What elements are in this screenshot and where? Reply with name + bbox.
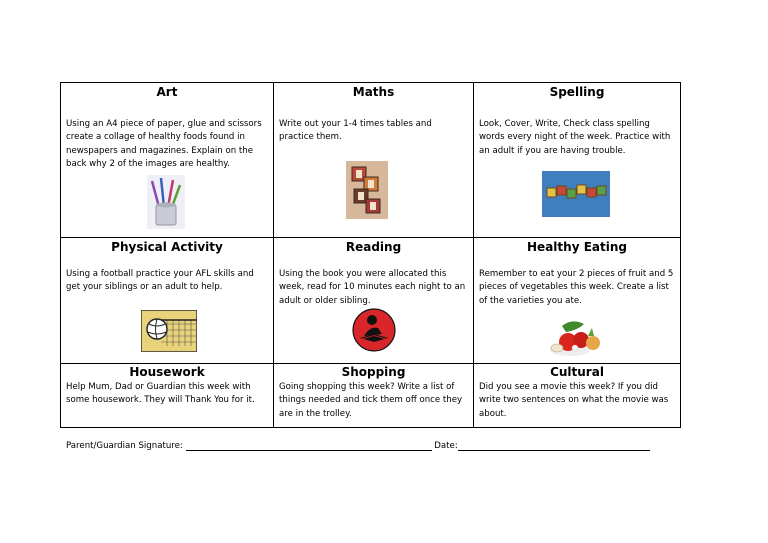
cell-healthy-eating <box>474 238 680 363</box>
date-field[interactable] <box>458 441 650 451</box>
cell-housework <box>61 364 273 427</box>
signature-label: Parent/Guardian Signature: <box>66 441 186 451</box>
cell-reading <box>274 238 473 363</box>
paintbrushes-in-cup-icon <box>147 175 185 229</box>
cell-text: Using a football practice your AFL skills and get your siblings or an adult to help. <box>66 269 254 293</box>
signature-field[interactable] <box>186 441 432 451</box>
cell-title: Healthy Eating <box>527 240 627 254</box>
cell-title: Physical Activity <box>111 240 223 254</box>
date-label: Date: <box>434 441 458 451</box>
number-blocks-icon <box>346 161 388 219</box>
cell-text: Look, Cover, Write, Check class spelling words every night of the week. Practice with an adult if you are having trouble. <box>479 119 671 156</box>
cell-text: Write out your 1-4 times tables and practice them. <box>279 119 432 143</box>
cell-title: Cultural <box>550 365 604 379</box>
reader-on-book-icon <box>352 308 396 352</box>
vegetables-icon <box>548 316 608 358</box>
cell-title: Housework <box>129 365 205 379</box>
cell-spelling <box>474 83 680 237</box>
cell-title: Art <box>156 85 178 99</box>
cell-text: Using the book you were allocated this week, read for 10 minutes each night to an adult or older sibling. <box>279 269 466 306</box>
cell-maths <box>274 83 473 237</box>
cell-art <box>61 83 273 237</box>
cell-text: Did you see a movie this week? If you did write two sentences on what the movie was about. <box>479 382 669 419</box>
cell-shopping <box>274 364 473 427</box>
cell-title: Spelling <box>549 85 605 99</box>
signature-line <box>66 441 650 451</box>
cell-physical-activity <box>61 238 273 363</box>
cell-cultural <box>474 364 680 427</box>
homework-grid <box>60 82 681 428</box>
cell-text: Using an A4 piece of paper, glue and scissors create a collage of healthy foods found in newspapers and magazines. Explain on the back why 2 of the images are healthy. <box>66 119 262 170</box>
cell-text: Remember to eat your 2 pieces of fruit and 5 pieces of vegetables this week. Create a list of the varieties you ate. <box>479 269 674 306</box>
letter-blocks-icon <box>542 171 610 217</box>
volleyball-net-icon <box>141 310 197 352</box>
cell-title: Maths <box>352 85 395 99</box>
cell-title: Shopping <box>341 365 406 379</box>
cell-text: Help Mum, Dad or Guardian this week with some housework. They will Thank You for it. <box>66 382 255 406</box>
cell-title: Reading <box>345 240 402 254</box>
cell-text: Going shopping this week? Write a list of things needed and tick them off once they are in the trolley. <box>279 382 463 419</box>
